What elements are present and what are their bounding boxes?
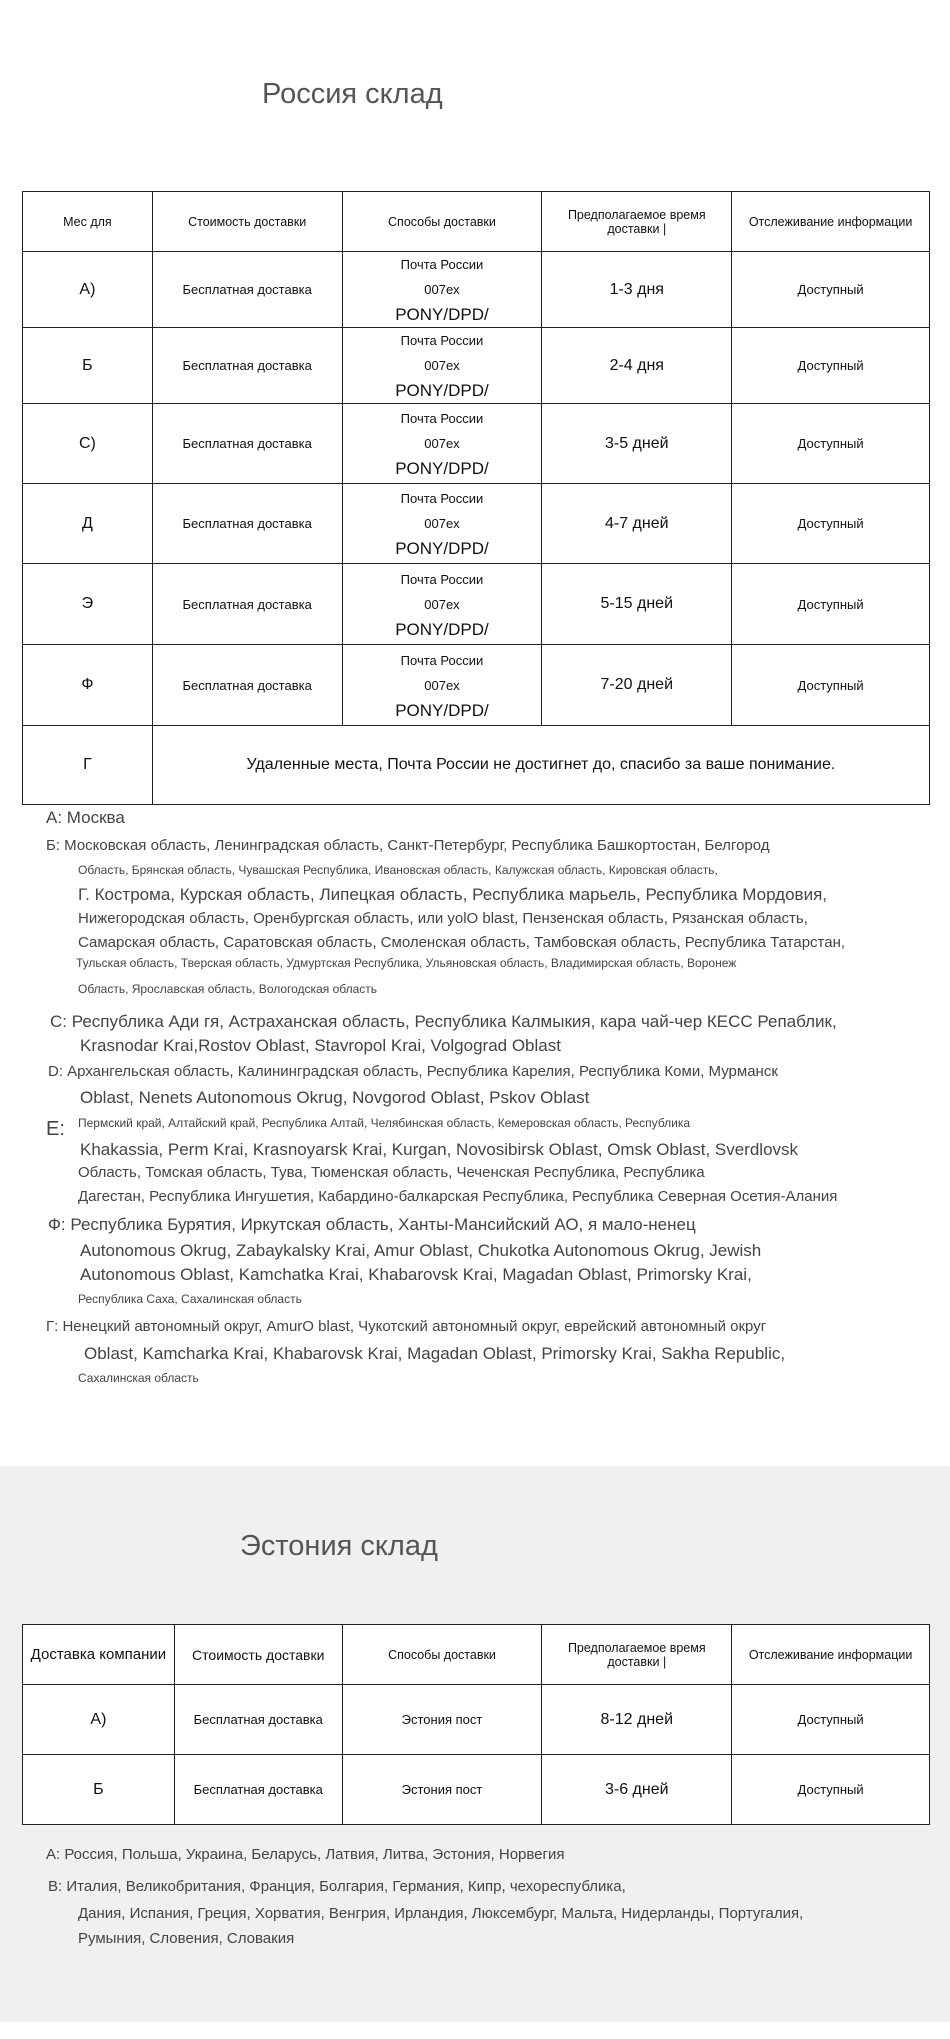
russia-shipping-table — [22, 191, 930, 805]
method-item: Почта России — [400, 571, 484, 587]
zone-note-line: Тульская область, Тверская область, Удмуртская Республика, Ульяновская область, Владимирская область, Воронеж — [76, 956, 737, 970]
methods-cell — [342, 645, 542, 726]
header-methods: Способы доставки — [342, 192, 542, 252]
zone-note-line: Республика Саха, Сахалинская область — [78, 1292, 302, 1306]
method-item: 007ex — [424, 677, 460, 693]
header-tracking: Отслеживание информации — [732, 192, 930, 252]
method-cell: Эстония пост — [342, 1755, 542, 1825]
zone-note-line: А: Россия, Польша, Украина, Беларусь, Латвия, Литва, Эстония, Норвегия — [46, 1846, 565, 1863]
method-item: PONY/DPD/ — [395, 619, 489, 639]
cost-cell: Бесплатная доставка — [174, 1685, 342, 1755]
header-cost: Стоимость доставки — [152, 192, 342, 252]
method-item: Почта России — [400, 333, 484, 348]
zone-cell: Б — [23, 1755, 175, 1825]
zone-note-line: С: Республика Ади гя, Астраханская область, Республика Калмыкия, кара чай-чер КЕСС Репаблик, — [50, 1012, 837, 1031]
method-item: Почта России — [400, 257, 484, 272]
tracking-cell: Доступный — [732, 484, 930, 564]
method-item: PONY/DPD/ — [395, 381, 489, 400]
method-item: 007ex — [424, 596, 460, 612]
zone-note-line: Пермский край, Алтайский край, Республика Алтай, Челябинская область, Кемеровская область, Республика — [78, 1116, 691, 1130]
zone-note-line: Г: Ненецкий автономный округ, AmurO blast, Чукотский автономный округ, еврейский автономный округ — [46, 1318, 767, 1335]
zone-note-line: B: Италия, Великобритания, Франция, Болгария, Германия, Кипр, чехореспублика, — [48, 1878, 626, 1895]
method-item: 007ex — [424, 358, 460, 373]
cost-cell: Бесплатная доставка — [174, 1755, 342, 1825]
method-item: 007ex — [424, 282, 460, 297]
zone-note-line: E: — [46, 1118, 65, 1140]
header-zone: Мес для — [23, 192, 153, 252]
tracking-cell: Доступный — [732, 1755, 930, 1825]
zone-note-line: Область, Томская область, Тува, Тюменская область, Чеченская Республика, Республика — [78, 1164, 705, 1181]
cost-cell: Бесплатная доставка — [152, 564, 342, 645]
header-time: Предполагаемое время доставки | — [542, 192, 732, 252]
table-row — [23, 404, 930, 484]
zone-note-line: Krasnodar Krai,Rostov Oblast, Stavropol Krai, Volgograd Oblast — [80, 1036, 561, 1055]
method-item: Почта России — [400, 491, 484, 506]
zone-cell: А) — [23, 252, 153, 328]
tracking-cell: Доступный — [732, 1685, 930, 1755]
header-methods: Способы доставки — [342, 1625, 542, 1685]
tracking-cell: Доступный — [732, 645, 930, 726]
method-item: PONY/DPD/ — [395, 700, 489, 720]
zone-cell: Д — [23, 484, 153, 564]
zone-cell: А) — [23, 1685, 175, 1755]
cost-cell: Бесплатная доставка — [152, 404, 342, 484]
zone-cell: Г — [23, 726, 153, 805]
time-cell: 3-6 дней — [542, 1755, 732, 1825]
estonia-shipping-table — [22, 1624, 930, 1825]
time-cell: 2-4 дня — [542, 328, 732, 404]
table-row — [23, 1685, 930, 1755]
zone-note-line: D: Архангельская область, Калининградская область, Республика Карелия, Республика Коми, Мурманск — [48, 1063, 778, 1080]
method-item: PONY/DPD/ — [395, 539, 489, 558]
zone-note-line: Область, Брянская область, Чувашская Республика, Ивановская область, Калужская область, Кировская область, — [78, 863, 718, 877]
cost-cell: Бесплатная доставка — [152, 645, 342, 726]
russia-title: Россия склад — [262, 78, 443, 110]
table-row — [23, 564, 930, 645]
method-cell: Эстония пост — [342, 1685, 542, 1755]
remote-note: Удаленные места, Почта России не достигнет до, спасибо за ваше понимание. — [152, 726, 929, 805]
zone-note-line: Oblast, Kamcharka Krai, Khabarovsk Krai, Magadan Oblast, Primorsky Krai, Sakha Republic, — [84, 1344, 786, 1363]
methods-cell — [342, 484, 542, 564]
zone-note-line: Румыния, Словения, Словакия — [78, 1930, 295, 1947]
method-item: Почта России — [400, 652, 484, 668]
zone-cell: С) — [23, 404, 153, 484]
zone-note-line: Область, Ярославская область, Вологодская область — [78, 982, 378, 996]
table-row — [23, 328, 930, 404]
zone-note-line: Autonomous Okrug, Zabaykalsky Krai, Amur Oblast, Chukotka Autonomous Okrug, Jewish — [80, 1241, 762, 1260]
time-cell: 7-20 дней — [542, 645, 732, 726]
methods-cell — [342, 252, 542, 328]
header-time: Предполагаемое время доставки | — [542, 1625, 732, 1685]
method-item: Почта России — [400, 411, 484, 426]
time-cell: 5-15 дней — [542, 564, 732, 645]
time-cell: 3-5 дней — [542, 404, 732, 484]
time-cell: 4-7 дней — [542, 484, 732, 564]
tracking-cell: Доступный — [732, 564, 930, 645]
tracking-cell: Доступный — [732, 328, 930, 404]
zone-note-line: Б: Московская область, Ленинградская область, Санкт-Петербург, Республика Башкортостан, Белгород — [46, 837, 770, 854]
table-row — [23, 484, 930, 564]
methods-cell — [342, 564, 542, 645]
zone-note-line: Дания, Испания, Греция, Хорватия, Венгрия, Ирландия, Люксембург, Мальта, Нидерланды, Португалия, — [78, 1905, 804, 1922]
zone-cell: Э — [23, 564, 153, 645]
zone-note-line: Khakassia, Perm Krai, Krasnoyarsk Krai, Kurgan, Novosibirsk Oblast, Omsk Oblast, Sverdlovsk — [80, 1140, 799, 1159]
cost-cell: Бесплатная доставка — [152, 252, 342, 328]
table-header-row — [23, 1625, 930, 1685]
zone-cell: Б — [23, 328, 153, 404]
zone-note-line: Г. Кострома, Курская область, Липецкая область, Республика марьель, Республика Мордовия, — [78, 885, 828, 904]
zone-note-line: Нижегородская область, Оренбургская область, или yolO blast, Пензенская область, Рязанская область, — [78, 910, 808, 927]
table-header-row — [23, 192, 930, 252]
table-row — [23, 645, 930, 726]
cost-cell: Бесплатная доставка — [152, 328, 342, 404]
zone-note-line: Autonomous Oblast, Kamchatka Krai, Khabarovsk Krai, Magadan Oblast, Primorsky Krai, — [80, 1265, 752, 1284]
estonia-title: Эстония склад — [240, 1530, 438, 1562]
header-company: Доставка компании — [23, 1625, 175, 1685]
header-cost: Стоимость доставки — [174, 1625, 342, 1685]
header-tracking: Отслеживание информации — [732, 1625, 930, 1685]
zone-note-line: А: Москва — [46, 808, 125, 827]
method-item: PONY/DPD/ — [395, 459, 489, 478]
zone-cell: Ф — [23, 645, 153, 726]
zone-note-line: Дагестан, Республика Ингушетия, Кабардино-балкарская Республика, Республика Северная Осетия-Алания — [78, 1188, 838, 1205]
table-row-remote — [23, 726, 930, 805]
time-cell: 1-3 дня — [542, 252, 732, 328]
zone-note-line: Ф: Республика Бурятия, Иркутская область, Ханты-Мансийский АО, я мало-ненец — [48, 1215, 696, 1234]
method-item: 007ex — [424, 436, 460, 451]
time-cell: 8-12 дней — [542, 1685, 732, 1755]
table-row — [23, 252, 930, 328]
methods-cell — [342, 328, 542, 404]
methods-cell — [342, 404, 542, 484]
zone-note-line: Сахалинская область — [78, 1371, 199, 1385]
tracking-cell: Доступный — [732, 404, 930, 484]
table-row — [23, 1755, 930, 1825]
tracking-cell: Доступный — [732, 252, 930, 328]
method-item: PONY/DPD/ — [395, 305, 489, 324]
cost-cell: Бесплатная доставка — [152, 484, 342, 564]
zone-note-line: Самарская область, Саратовская область, Смоленская область, Тамбовская область, Республика Татарстан, — [78, 934, 846, 951]
zone-note-line: Oblast, Nenets Autonomous Okrug, Novgorod Oblast, Pskov Oblast — [80, 1088, 590, 1107]
method-item: 007ex — [424, 516, 460, 531]
